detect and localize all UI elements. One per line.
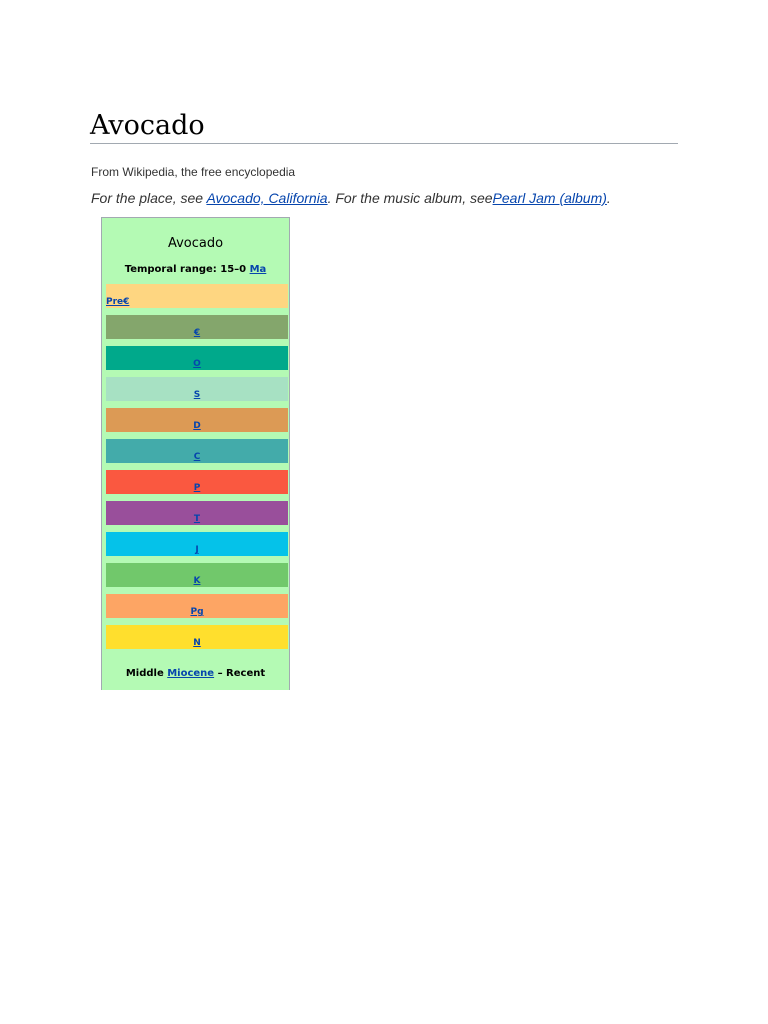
range-suffix: – Recent	[214, 668, 266, 679]
miocene-link[interactable]: Miocene	[167, 668, 215, 679]
period-band	[106, 625, 288, 649]
infobox-title: Avocado	[167, 236, 224, 251]
range-prefix: Middle	[125, 668, 168, 679]
period-band	[106, 284, 288, 308]
taxobox	[101, 217, 290, 690]
period-link[interactable]: Pg	[190, 607, 204, 617]
mega-annum-link[interactable]: Ma	[249, 264, 267, 275]
range-note	[102, 667, 289, 681]
period-link[interactable]: P	[193, 483, 201, 493]
period-link[interactable]: J	[195, 545, 199, 555]
hatnote	[91, 189, 611, 207]
period-band	[106, 563, 288, 587]
period-link[interactable]: S	[193, 390, 201, 400]
period-link[interactable]: N	[193, 638, 201, 648]
site-tagline: From Wikipedia, the free encyclopedia	[91, 165, 296, 179]
period-band	[106, 346, 288, 370]
title-divider	[90, 143, 678, 144]
period-link[interactable]: K	[193, 576, 201, 586]
temporal-range-label: Temporal range: 15–0	[124, 264, 250, 275]
period-band	[106, 501, 288, 525]
period-link[interactable]: T	[193, 514, 201, 524]
period-band	[106, 408, 288, 432]
period-band	[106, 315, 288, 339]
page-title: Avocado	[90, 110, 205, 141]
period-link[interactable]: O	[193, 359, 201, 369]
temporal-range	[102, 263, 289, 277]
period-link[interactable]: D	[193, 421, 201, 431]
period-link[interactable]: €	[193, 328, 201, 338]
period-band	[106, 439, 288, 463]
period-band	[106, 532, 288, 556]
period-band	[106, 377, 288, 401]
pearl-jam-album-link[interactable]: Pearl Jam (album)	[492, 190, 607, 206]
period-band	[106, 470, 288, 494]
period-link[interactable]: Pre€	[106, 297, 130, 307]
period-link[interactable]: C	[193, 452, 201, 462]
hatnote-prefix: For the place, see	[91, 190, 207, 206]
period-band	[106, 594, 288, 618]
hatnote-middle: . For the music album, see	[327, 190, 493, 206]
avocado-california-link[interactable]: Avocado, California	[206, 190, 328, 206]
hatnote-suffix: .	[606, 190, 611, 206]
